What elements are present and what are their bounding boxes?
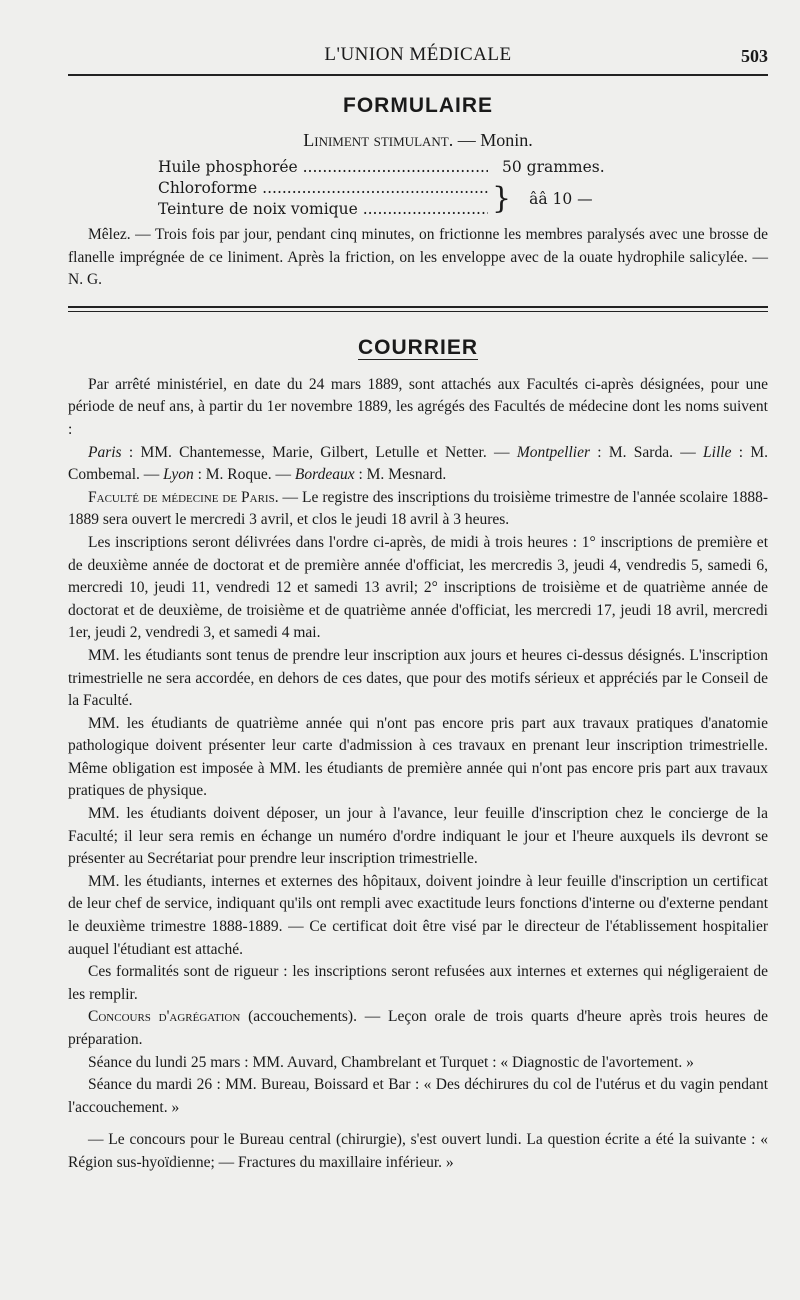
running-title: L'UNION MÉDICALE xyxy=(324,44,512,65)
paragraph: Séance du mardi 26 : MM. Bureau, Boissard et Bar : « Des déchirures du col de l'utérus et du vagin pendant l'accouchement. » xyxy=(68,1076,768,1116)
formula-title xyxy=(68,130,768,151)
formula-author: — Monin. xyxy=(457,130,533,150)
paragraph: — Le concours pour le Bureau central (chirurgie), s'est ouvert lundi. La question écrite a été la suivante : « Région sus-hyoïdienne; — Fractures du maxillaire inférieur. » xyxy=(68,1131,768,1171)
ingredient-name: Teinture de noix vomique ..... xyxy=(158,199,488,220)
formula-instructions: Mêlez. — Trois fois par jour, pendant cinq minutes, on frictionne les membres paralysés avec une brosse de flanelle imprégnée de ce liniment. Après la friction, on les enveloppe avec de la ouate hydrophile salicylée. — N. G. xyxy=(68,226,768,289)
city-text: : MM. Chantemesse, Marie, Gilbert, Letulle et Netter. — xyxy=(121,443,517,461)
paragraph-agreges xyxy=(68,442,768,487)
city-text: : M. Roque. — xyxy=(193,466,295,484)
section-divider xyxy=(68,306,768,312)
city-label: Montpellier xyxy=(516,443,590,461)
city-text: : M. Mesnard. xyxy=(354,466,447,484)
city-text: : M. Sarda. — xyxy=(590,443,704,461)
ingredient-name: Chloroforme ..... xyxy=(158,178,488,199)
courrier-title: COURRIER xyxy=(357,335,478,359)
paragraph: MM. les étudiants, internes et externes des hôpitaux, doivent joindre à leur feuille d'inscription un certificat de leur chef de service, indiquant qu'ils ont rempli avec exactitude leurs fonctions d'interne ou d'externe pendant le deuxième trimestre 1888-1889. — Ce certificat doit être visé par le directeur de l'établissement hospitalier auquel l'étudiant est attaché. xyxy=(68,872,768,958)
city-label: Lille xyxy=(703,443,732,461)
city-label: Lyon xyxy=(163,466,194,484)
paragraph: Séance du lundi 25 mars : MM. Auvard, Chambrelant et Turquet : « Diagnostic de l'avortement. » xyxy=(88,1053,694,1071)
ingredient-list xyxy=(158,157,678,220)
ingredient-qty: 50 grammes. xyxy=(502,158,605,176)
formulaire-heading: FORMULAIRE xyxy=(343,94,493,117)
paragraph: Ces formalités sont de rigueur : les inscriptions seront refusées aux internes et externes qui négligeraient de les remplir. xyxy=(68,963,768,1003)
paragraph: MM. les étudiants sont tenus de prendre leur inscription aux jours et heures ci-dessus désignés. L'inscription trimestrielle ne sera accordée, en dehors de ces dates, que pour des motifs sérieux et appréciés par le Conseil de la Faculté. xyxy=(68,646,768,710)
ingredient-row xyxy=(158,157,678,178)
paragraph-label: Concours d'agrégation xyxy=(88,1008,241,1026)
page-number: 503 xyxy=(741,46,768,66)
brace-glyph: } xyxy=(492,181,512,216)
ingredient-name: Huile phosphorée ..... xyxy=(158,157,488,178)
shared-qty: ââ 10 — xyxy=(529,189,593,208)
paragraph-text: — Le registre des inscriptions du troisième trimestre de l'année scolaire 1888-1889 sera ouvert le mercredi 3 avril, et clos le jeudi 18 avril à 3 heures. xyxy=(68,488,769,529)
paragraph xyxy=(68,487,768,532)
city-label: Bordeaux xyxy=(294,466,355,484)
paragraph: Par arrêté ministériel, en date du 24 mars 1889, sont attachés aux Facultés ci-après désignées, pour une période de neuf ans, à partir du 1er novembre 1889, les agrégés des Facultés de médecine dont les noms suivent : xyxy=(68,375,768,438)
paragraph: Les inscriptions seront délivrées dans l'ordre ci-après, de midi à trois heures : 1° inscriptions de première et de deuxième année de doctorat et de première année d'officiat, les mercredis 3, jeudi 4, vendredis 5, samedi 6, mercredi 10, jeudi 11, vendredi 12 et samedi 13 avril; 2° inscriptions de troisième et de quatrième année de doctorat et de deuxième, de troisième et de quatrième année d'officiat, les mercredi 17, jeudi 18 avril, mercredi 1er, jeudi 2, vendredi 3, et samedi 4 mai. xyxy=(68,533,768,642)
page-header xyxy=(68,0,768,78)
formula-name: Liniment stimulant. xyxy=(303,130,454,150)
city-label: Paris xyxy=(88,443,122,461)
city-text: : M. Combemal. — xyxy=(68,443,768,484)
paragraph-text: (accouchements). — Leçon orale de trois quarts d'heure après trois heures de préparation. xyxy=(68,1008,768,1048)
header-rule xyxy=(68,74,768,76)
ingredient-row xyxy=(158,199,488,220)
courrier-heading xyxy=(68,336,768,360)
ingredient-group xyxy=(158,178,678,220)
paragraph xyxy=(68,1006,768,1051)
paragraph-label: Faculté de médecine de Paris. xyxy=(88,488,279,506)
paragraph: MM. les étudiants de quatrième année qui n'ont pas encore pris part aux travaux pratiques d'anatomie pathologique doivent présenter leur carte d'admission à ces travaux en prenant leur inscription trimestrielle. Même obligation est imposée à MM. les étudiants de première année qui n'ont pas encore pris part aux travaux pratiques de physique. xyxy=(68,714,768,800)
paragraph: MM. les étudiants doivent déposer, un jour à l'avance, leur feuille d'inscription chez le concierge de la Faculté; il leur sera remis en échange un numéro d'ordre indiquant le jour et l'heure auxquels ils devront se présenter au Secrétariat pour prendre leur inscription trimestrielle. xyxy=(68,805,768,868)
ingredient-row xyxy=(158,178,488,199)
